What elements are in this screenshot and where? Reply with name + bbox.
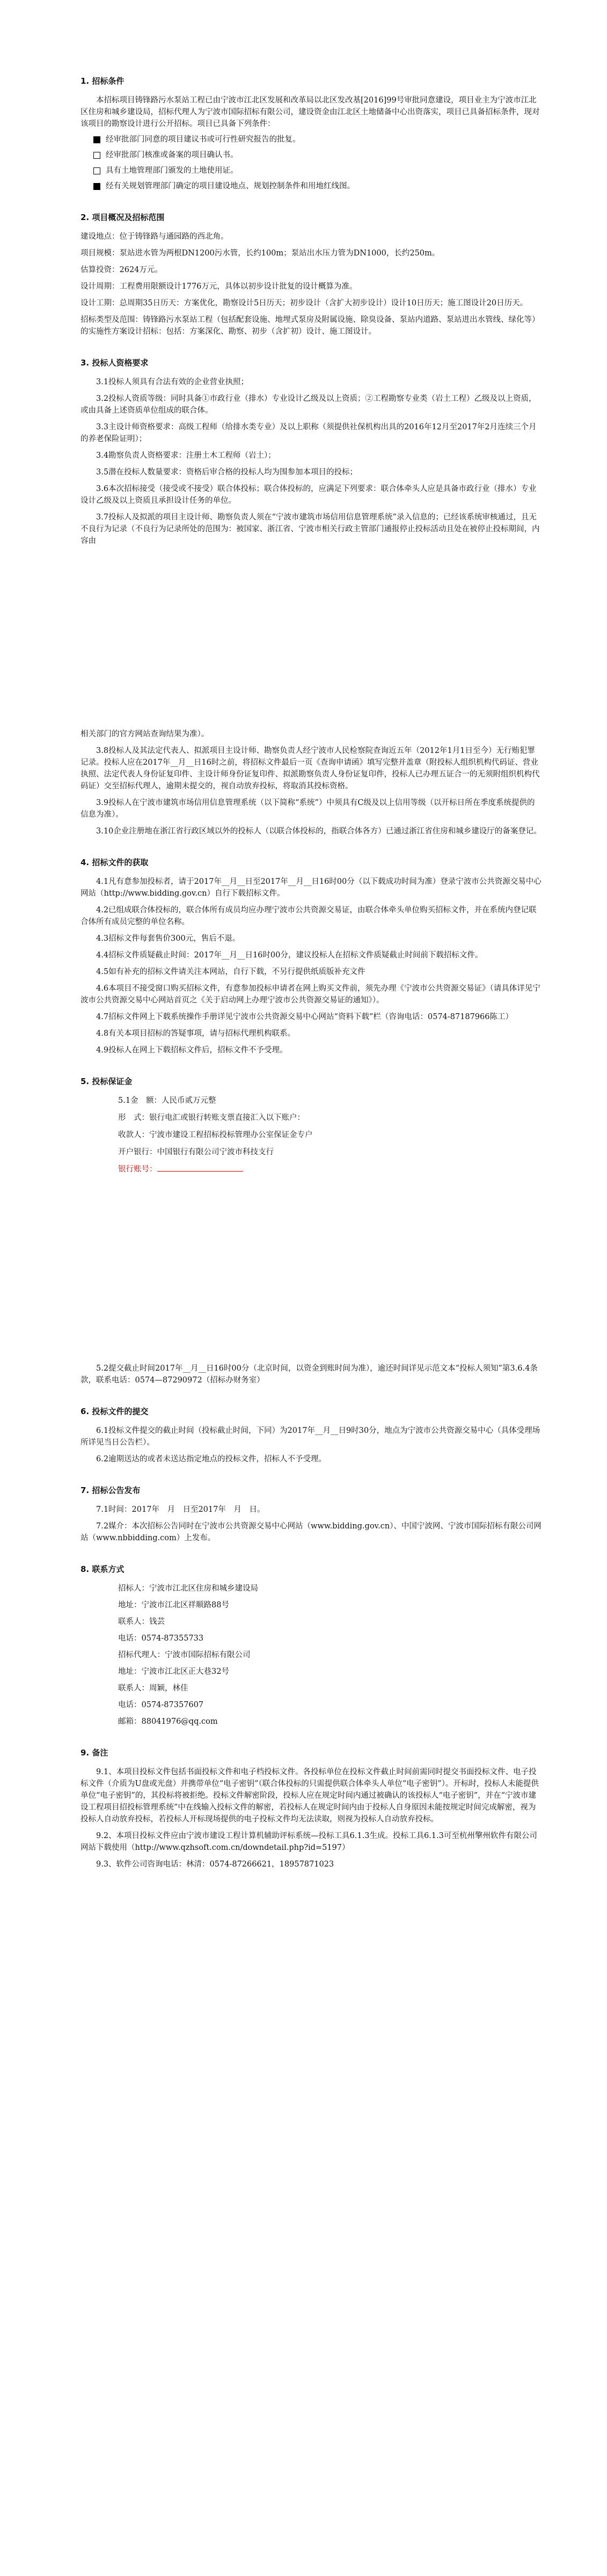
- contact-line: 电话：0574-87355733: [118, 1634, 204, 1643]
- paragraph: 项目规模：泵站进水管为两根DN1200污水管，长约100m；泵站出水压力管为DN1000，长约250m。: [81, 249, 440, 258]
- checked-box-icon: [93, 136, 100, 143]
- paragraph: 设计工期：总周期35日历天：方案优化，勘察设计5日历天；初步设计（含扩大初步设计）设计10日历天；施工图设计20日历天。: [81, 299, 528, 308]
- paragraph: 相关部门的官方网站查询结果为准）。: [81, 730, 209, 738]
- paragraph: 3.2投标人资质等级：同时具备①市政行业（排水）专业设计乙级及以上资质；②工程勘察专业类（岩土工程）乙级及以上资质，或由具备上述资质单位组成的联合体。: [81, 394, 537, 415]
- paragraph: 6.1投标文件提交的截止时间（投标截止时间，下同）为2017年__月__日9时30分，地点为宁波市公共资源交易中心（具体受理场所详见当日公告栏）。: [81, 1426, 540, 1447]
- empty-box-icon: [93, 167, 100, 174]
- contact-line: 招标人：宁波市江北区住房和城乡建设局: [118, 1584, 258, 1593]
- paragraph: 9.1、本项目投标文件包括书面投标文件和电子档投标文件。各投标单位在投标文件截止时间前需同时提交书面投标文件、电子投标文件（介质为U盘或光盘）并携带单位“电子密钥”（联合体投标的只需提供联合体牵头人单位“电子密钥”）。开标时，投标人未能提供单位“电子密钥”的，其投标将被拒绝。投标文件解密阶段，投标人应在规定时间内通过被确认的该投标人“电子密钥”，并在“宁波市建设工程项目招投标管理系统”中在线输入投标文件的解密，若投标人在规定时间内由于投标人自身原因未能按规定时间完成解密，视为投标人自动放弃投标，若投标人开标现场提供的电子投标文件均无法读取，则视为投标人自动放弃投标。: [81, 1768, 539, 1824]
- paragraph: 3.9投标人在宁波市建筑市场信用信息管理系统（以下简称“系统”）中须具有C级及以上信用等级（以开标日所在季度系统提供的信息为准）。: [81, 799, 535, 819]
- paragraph: 4.5如有补充的招标文件请关注本网站，自行下载，不另行提供纸质版补充文件: [96, 968, 365, 976]
- section-title: 3. 投标人资格要求: [81, 358, 149, 368]
- account-blank: [157, 1171, 243, 1172]
- paragraph: 9.2、本项目投标文件应由宁波市建设工程计算机辅助评标系统—投标工具6.1.3生成。投标工具6.1.3可至杭州擎州软件有限公司网站下载使用（http://www.qzhsoft.com.cn/downdetail.php?id=5197）: [81, 1832, 537, 1852]
- section-title: 8. 联系方式: [81, 1564, 125, 1574]
- paragraph: 5.2提交截止时间2017年__月__日16时00分（北京时间，以资金到账时间为准），逾还时间详见示范文本“投标人须知”第3.6.4条款，联系电话：0574—87290972（招标办财务室）: [81, 1364, 538, 1385]
- empty-box-icon: [93, 152, 100, 159]
- contact-line: 招标代理人：宁波市国际招标有限公司: [118, 1651, 251, 1659]
- blank-area: [81, 1181, 542, 1358]
- contact-line: 地址：宁波市江北区正大巷32号: [118, 1667, 229, 1676]
- paragraph: 3.4勘察负责人资格要求：注册土木工程师（岩土）；: [96, 451, 276, 460]
- paragraph: 4.2已组成联合体投标的，联合体所有成员均应办理宁波市公共资源交易证，由联合体牵头单位购买招标文件，并在系统内登记联合体所有成员完整的单位名称。: [81, 906, 537, 926]
- section-title: 7. 招标公告发布: [81, 1485, 141, 1495]
- paragraph: 估算投资：2624万元。: [81, 266, 163, 274]
- paragraph: 设计周期：工程费用限额设计1776万元，具体以初步设计批复的设计概算为准。: [81, 282, 357, 291]
- deposit-account: 银行账号：: [118, 1163, 542, 1175]
- paragraph: 本招标项目铸锋路污水泵站工程已由宁波市江北区发展和改革局以北区发改基[2016]99号审批同意建设，项目业主为宁波市江北区住房和城乡建设局，招标代理人为宁波市国际招标有限公司，建设资金由江北区土地储备中心出资落实，项目已具备招标条件，现对该项目的勘察设计进行公开招标。项目已具备下列条件：: [81, 96, 540, 128]
- paragraph: 3.6本次招标接受（接受或不接受）联合体投标；联合体投标的，应满足下列要求：联合体牵头人应是具备市政行业（排水）专业设计乙级及以上资质且承担设计任务的单位。: [81, 485, 537, 505]
- blank-area: [81, 552, 542, 723]
- paragraph: 4.3招标文件每套售价300元，售后不退。: [96, 934, 240, 943]
- paragraph: 4.6本项目不接受窗口购买招标文件，有意参加投标申请者在网上购买文件前，须先办理《宁波市公共资源交易证》（请具体详见宁波市公共资源交易中心网站首页之《关于启动网上办理宁波市公共资源交易证的通知》）。: [81, 984, 540, 1005]
- contact-line: 联系人：周颖，林佳: [118, 1684, 188, 1693]
- condition-item: 经审批部门核准或备案的项目确认书。: [93, 149, 542, 161]
- deposit-bank: 开户银行：中国银行有限公司宁波市科技支行: [118, 1148, 274, 1157]
- section-title: 6. 投标文件的提交: [81, 1407, 149, 1416]
- section-title: 2. 项目概况及招标范围: [81, 213, 165, 222]
- paragraph: 3.5潜在投标人数量要求：资格后审合格的投标人均为围参加本项目的投标；: [96, 468, 358, 477]
- section-title: 9. 备注: [81, 1748, 108, 1758]
- contact-line: 电话：0574-87357607: [118, 1701, 204, 1709]
- condition-item: 经有关规划管理部门确定的项目建设地点、规划控制条件和用地红线图。: [93, 180, 542, 192]
- paragraph: 3.8投标人及其法定代表人、拟派项目主设计师、勘察负责人经宁波市人民检察院查询近五年（2012年1月1日至今）无行贿犯罪记录。投标人应在2017年__月__日16时之前，将招标文件最后一页《查询申请函》填写完整并盖章（附投标人组织机构代码证、营业执照、法定代表人身份证复印件、主设计师身份证复印件、拟派勘察负责人身份证复印件，投标人已办理五证合一的无须附组织机构代码证）交至招标代理人，逾期未提交的，视自动放弃投标，将取消其投标资格。: [81, 747, 540, 791]
- contact-line: 联系人：钱芸: [118, 1618, 165, 1626]
- paragraph: 4.7招标文件网上下载系统操作手册详见宁波市公共资源交易中心网站“资料下载”栏（咨询电话：0574-87187966陈工）: [96, 1013, 513, 1021]
- paragraph: 建设地点：位于铸锋路与通园路的西北角。: [81, 232, 229, 241]
- paragraph: 7.1时间：2017年 月 日至2017年 月 日。: [96, 1505, 265, 1514]
- paragraph: 4.1凡有意参加投标者，请于2017年__月__日至2017年__月__日16时00分（以下载成功时间为准）登录宁波市公共资源交易中心网站（http://www.bidding.gov.cn）自行下载招标文件。: [81, 877, 542, 898]
- paragraph: 4.8有关本项目招标的答疑事项，请与招标代理机构联系。: [96, 1029, 296, 1038]
- deposit-payee: 收款人：宁波市建设工程招标投标管理办公室保证金专户: [118, 1131, 313, 1139]
- paragraph: 4.4招标文件质疑截止时间：2017年__月__日16时00分，建议投标人在招标文件质疑截止时间前下载招标文件。: [96, 951, 483, 960]
- contact-line: 地址：宁波市江北区祥顺路88号: [118, 1601, 229, 1609]
- condition-item: 具有土地管理部门颁发的土地使用证。: [93, 165, 542, 177]
- contact-line: 邮箱：88041976@qq.com: [118, 1717, 218, 1726]
- section-title: 5. 投标保证金: [81, 1077, 133, 1086]
- paragraph: 6.2逾期送达的或者未送达指定地点的投标文件，招标人不予受理。: [96, 1455, 327, 1463]
- paragraph: 3.7投标人及拟派的项目主设计师、勘察负责人须在“宁波市建筑市场信用信息管理系统”录入信息的；已经该系统审核通过，且无不良行为记录（不良行为记录所处的范围为：被国家、浙江省、宁波市相关行政主管部门通报停止投标活动且处在被停止投标期间，内容由: [81, 513, 540, 545]
- paragraph: 7.2媒介：本次招标公告同时在宁波市公共资源交易中心网站（www.bidding.gov.cn）、中国宁波网、宁波市国际招标有限公司网站（www.nbbidding.com）上发布。: [81, 1522, 542, 1542]
- paragraph: 3.1投标人须具有合法有效的企业营业执照；: [96, 378, 249, 386]
- contact-block: [118, 1583, 542, 1728]
- section-title: 4. 招标文件的获取: [81, 858, 149, 867]
- paragraph: 招标类型及范围：铸锋路污水泵站工程（包括配套设施、地埋式泵房及附属设施、除臭设备、泵站内道路、泵站进出水管线、绿化等）的实施性方案设计招标：包括：方案深化、勘察、初步（含扩初）设计、施工图设计。: [81, 316, 540, 336]
- tender-notice: [81, 75, 542, 1875]
- checked-box-icon: [93, 183, 100, 190]
- section-title: 1. 招标条件: [81, 76, 125, 86]
- paragraph: 3.3主设计师资格要求：高级工程师（给排水类专业）及以上职称（须提供社保机构出具的2016年12月至2017年2月连续三个月的养老保险证明）；: [81, 423, 537, 443]
- condition-item: 经审批部门同意的项目建议书或可行性研究报告的批复。: [93, 134, 542, 145]
- paragraph: 3.10企业注册地在浙江省行政区域以外的投标人（以联合体投标的，指联合体各方）已通过浙江省住房和城乡建设厅的备案登记。: [96, 827, 542, 836]
- paragraph: 4.9投标人在网上下载招标文件后，招标文件不予受理。: [96, 1046, 288, 1055]
- deposit-form: 形 式：银行电汇或银行转账支票直接汇入以下账户：: [118, 1114, 305, 1122]
- paragraph: 9.3、软件公司咨询电话：林清：0574-87266621，18957871023: [96, 1860, 334, 1869]
- deposit-amount: 5.1金 额：人民币贰万元整: [118, 1096, 216, 1105]
